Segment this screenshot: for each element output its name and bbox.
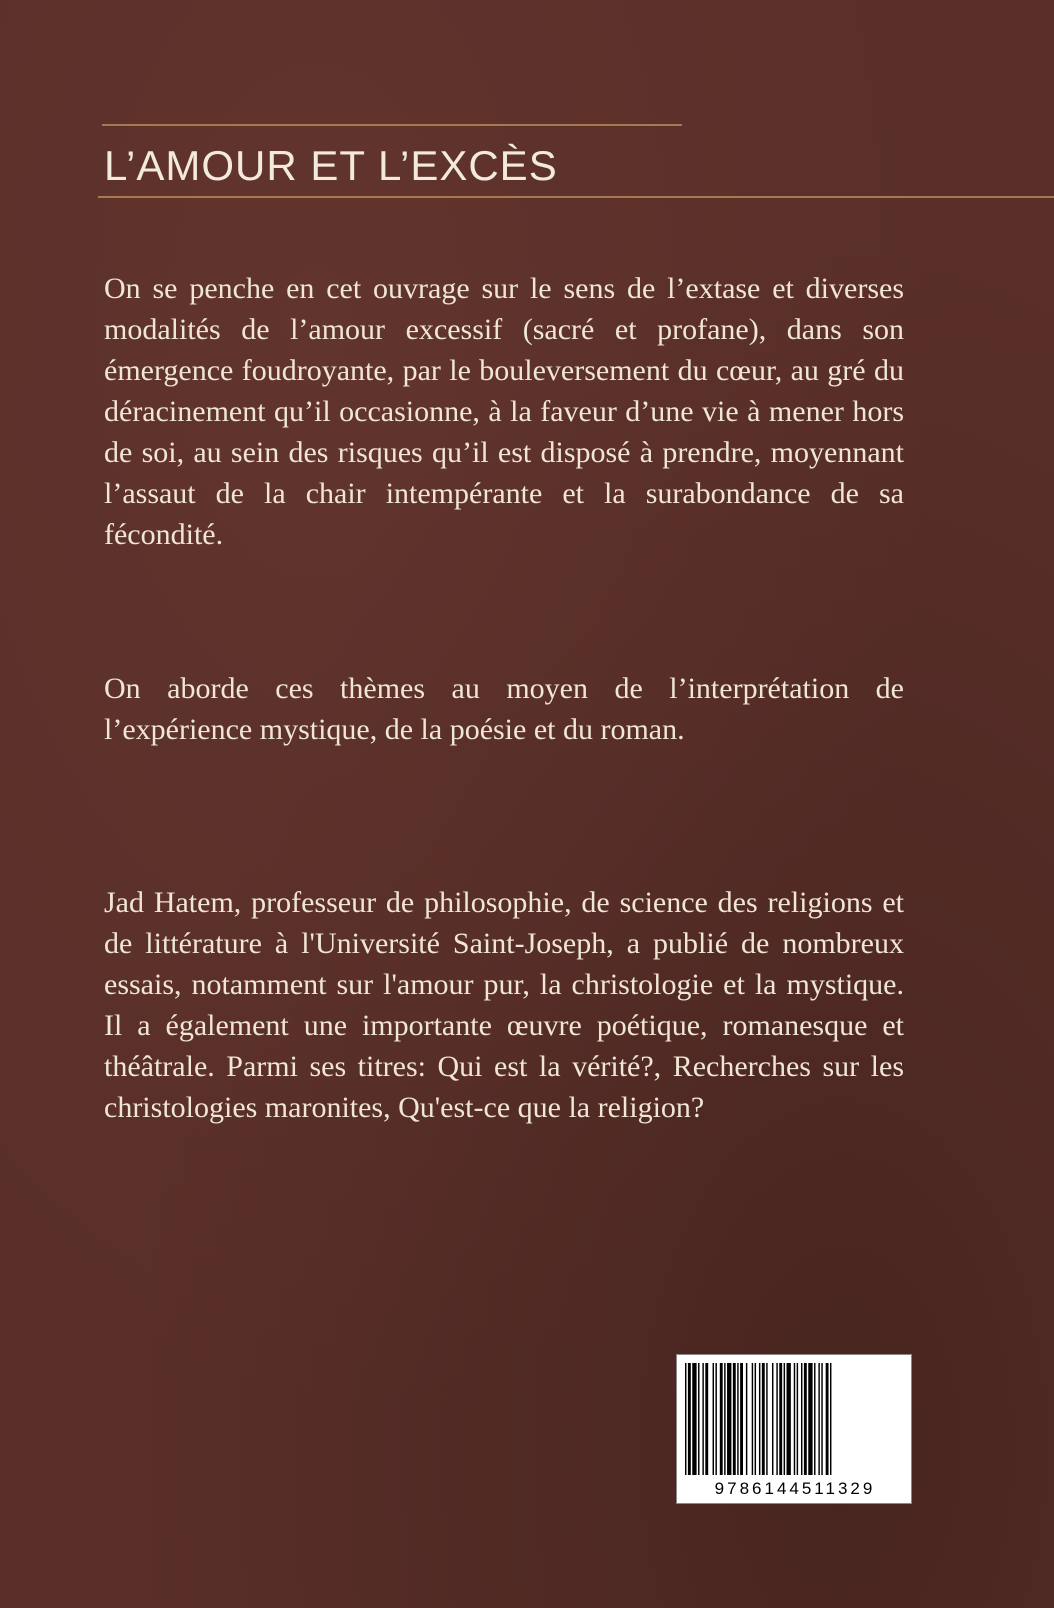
barcode-bar <box>755 1363 756 1475</box>
barcode-bar <box>826 1363 829 1475</box>
barcode-bar <box>772 1363 773 1475</box>
barcode-bar <box>804 1363 807 1475</box>
barcode-bar <box>779 1363 782 1475</box>
barcode-bar <box>737 1363 738 1475</box>
barcode-bar <box>787 1363 791 1475</box>
barcode-bar <box>702 1363 703 1475</box>
book-title: L’AMOUR ET L’EXCÈS <box>104 142 558 189</box>
barcode-bar <box>713 1363 714 1475</box>
description-paragraph-1: On se penche en cet ouvrage sur le sens de l’extase et diverses modalités de l’amour excessif (sacré et profane), dans son émergence foudroyante, par le bouleversement du cœur, au gré du déracinement qu’il occasionne, à la faveur d’une vie à mener hors de soi, au sein des risques qu’il est disposé à prendre, moyennant l’assaut de la chair intempérante et la surabondance de sa fécondité. <box>104 272 904 551</box>
barcode-bar <box>797 1363 798 1475</box>
barcode-bar <box>705 1363 708 1475</box>
barcode-bar <box>759 1363 760 1475</box>
barcode-bar <box>830 1363 831 1475</box>
title-rule-bottom <box>98 196 1054 198</box>
barcode-bar <box>692 1363 696 1475</box>
description-paragraph-2: On aborde ces thèmes au moyen de l’interprétation de l’expérience mystique, de la poésie et du roman. <box>104 672 904 746</box>
barcode-bar <box>752 1363 753 1475</box>
barcode-bar <box>727 1363 731 1475</box>
barcode-bar <box>724 1363 725 1475</box>
barcode-bar <box>720 1363 723 1475</box>
barcode-bar <box>808 1363 812 1475</box>
barcode-bar <box>698 1363 699 1475</box>
barcode-bars <box>685 1363 905 1475</box>
barcode-bar <box>766 1363 767 1475</box>
barcode-bar <box>818 1363 819 1475</box>
barcode-bar <box>715 1363 716 1475</box>
barcode-bar <box>746 1363 747 1475</box>
barcode-bar <box>821 1363 822 1475</box>
barcode-bar <box>733 1363 736 1475</box>
isbn-barcode <box>676 1354 912 1504</box>
barcode-bar <box>794 1363 795 1475</box>
barcode-bar <box>688 1363 691 1475</box>
barcode-bar <box>776 1363 777 1475</box>
barcode-bar <box>685 1363 686 1475</box>
title-rule-top <box>102 124 682 126</box>
barcode-bar <box>762 1363 765 1475</box>
barcode-bar <box>784 1363 785 1475</box>
author-bio: Jad Hatem, professeur de philosophie, de science des religions et de littérature à l'Université Saint-Joseph, a publié de nombreux essais, notamment sur l'amour pur, la christologie et la mystique. Il a également une importante œuvre poétique, romanesque et théâtrale. Parmi ses titres: Qui est la vérité?, Recherches sur les christologies maronites, Qu'est-ce que la religion? <box>104 886 904 1124</box>
barcode-bar <box>740 1363 743 1475</box>
barcode-bar <box>801 1363 802 1475</box>
barcode-bar <box>814 1363 815 1475</box>
isbn-number: 9786144511329 <box>714 1479 876 1498</box>
